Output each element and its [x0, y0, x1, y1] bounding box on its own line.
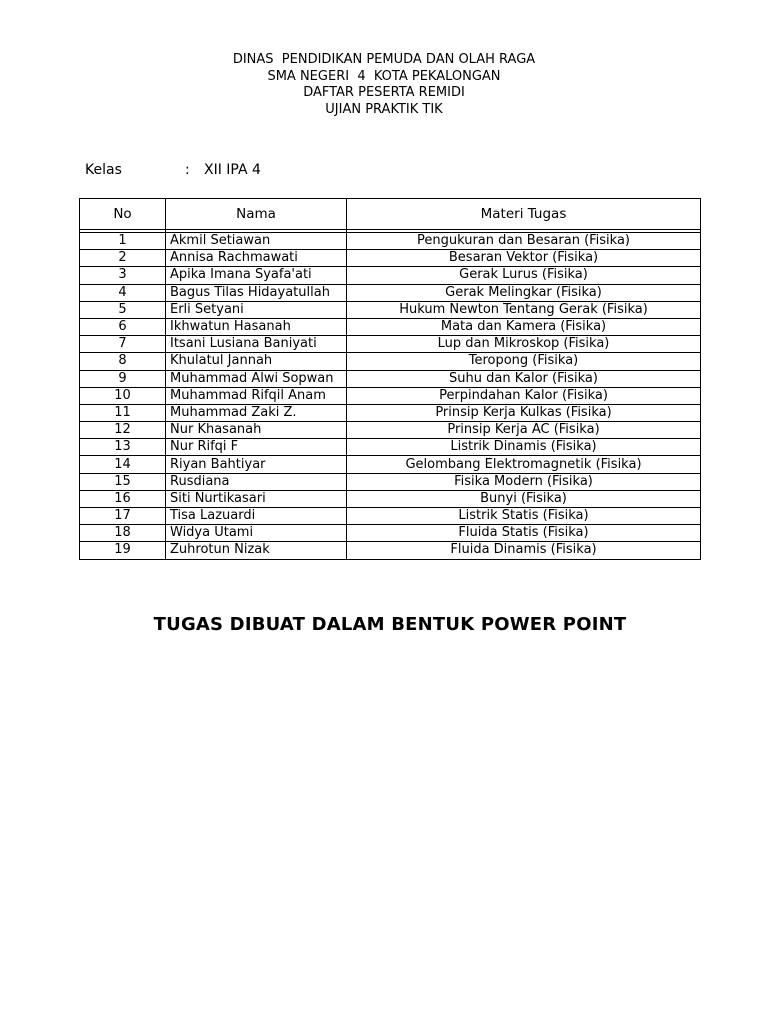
table-row	[80, 318, 701, 335]
cell-nama: Zuhrotun Nizak	[166, 542, 347, 559]
cell-materi: Fluida Dinamis (Fisika)	[347, 542, 701, 559]
document-header	[0, 52, 768, 118]
table-header-row	[80, 199, 701, 230]
cell-nama: Akmil Setiawan	[166, 233, 347, 250]
cell-materi: Listrik Dinamis (Fisika)	[347, 439, 701, 456]
assignment-note: TUGAS DIBUAT DALAM BENTUK POWER POINT	[153, 614, 627, 635]
table-body	[80, 230, 701, 560]
table-row	[80, 353, 701, 370]
table-row	[80, 301, 701, 318]
table-row	[80, 508, 701, 525]
cell-no: 2	[80, 250, 166, 267]
cell-nama: Tisa Lazuardi	[166, 508, 347, 525]
cell-nama: Nur Rifqi F	[166, 439, 347, 456]
cell-materi: Lup dan Mikroskop (Fisika)	[347, 336, 701, 353]
cell-no: 9	[80, 370, 166, 387]
cell-no: 15	[80, 473, 166, 490]
cell-materi: Perpindahan Kalor (Fisika)	[347, 387, 701, 404]
column-header-no: No	[80, 199, 166, 230]
cell-nama: Khulatul Jannah	[166, 353, 347, 370]
table-row	[80, 250, 701, 267]
cell-materi: Bunyi (Fisika)	[347, 490, 701, 507]
cell-materi: Mata dan Kamera (Fisika)	[347, 318, 701, 335]
cell-nama: Muhammad Rifqil Anam	[166, 387, 347, 404]
column-header-nama: Nama	[166, 199, 347, 230]
cell-nama: Itsani Lusiana Baniyati	[166, 336, 347, 353]
cell-nama: Muhammad Zaki Z.	[166, 404, 347, 421]
table-row	[80, 387, 701, 404]
class-value: XII IPA 4	[204, 162, 261, 178]
cell-no: 4	[80, 284, 166, 301]
cell-materi: Prinsip Kerja AC (Fisika)	[347, 422, 701, 439]
cell-materi: Besaran Vektor (Fisika)	[347, 250, 701, 267]
table-row	[80, 233, 701, 250]
cell-no: 7	[80, 336, 166, 353]
cell-nama: Muhammad Alwi Sopwan	[166, 370, 347, 387]
class-info	[85, 161, 261, 179]
header-list-title: DAFTAR PESERTA REMIDI	[303, 85, 465, 100]
cell-nama: Rusdiana	[166, 473, 347, 490]
cell-nama: Riyan Bahtiyar	[166, 456, 347, 473]
table-row	[80, 336, 701, 353]
class-colon: :	[185, 162, 190, 178]
table-row	[80, 370, 701, 387]
cell-no: 19	[80, 542, 166, 559]
cell-materi: Suhu dan Kalor (Fisika)	[347, 370, 701, 387]
cell-no: 5	[80, 301, 166, 318]
cell-materi: Fluida Statis (Fisika)	[347, 525, 701, 542]
header-agency: DINAS PENDIDIKAN PEMUDA DAN OLAH RAGA	[232, 52, 536, 67]
cell-no: 8	[80, 353, 166, 370]
table-row	[80, 439, 701, 456]
cell-no: 3	[80, 267, 166, 284]
table-row	[80, 422, 701, 439]
cell-materi: Fisika Modern (Fisika)	[347, 473, 701, 490]
cell-no: 18	[80, 525, 166, 542]
cell-materi: Gerak Melingkar (Fisika)	[347, 284, 701, 301]
class-label: Kelas	[85, 162, 122, 178]
cell-no: 11	[80, 404, 166, 421]
header-exam-title: UJIAN PRAKTIK TIK	[325, 101, 443, 117]
table-row	[80, 525, 701, 542]
cell-no: 17	[80, 508, 166, 525]
table-header	[80, 199, 701, 230]
cell-nama: Nur Khasanah	[166, 422, 347, 439]
cell-materi: Teropong (Fisika)	[347, 353, 701, 370]
cell-no: 12	[80, 422, 166, 439]
header-school: SMA NEGERI 4 KOTA PEKALONGAN	[267, 68, 501, 84]
cell-no: 16	[80, 490, 166, 507]
table-row	[80, 404, 701, 421]
cell-nama: Bagus Tilas Hidayatullah	[166, 284, 347, 301]
cell-nama: Apika Imana Syafa'ati	[166, 267, 347, 284]
table-row	[80, 456, 701, 473]
cell-no: 6	[80, 318, 166, 335]
cell-materi: Listrik Statis (Fisika)	[347, 508, 701, 525]
table-row	[80, 267, 701, 284]
cell-materi: Hukum Newton Tentang Gerak (Fisika)	[347, 301, 701, 318]
cell-no: 14	[80, 456, 166, 473]
participant-table	[79, 198, 701, 560]
cell-no: 10	[80, 387, 166, 404]
cell-materi: Prinsip Kerja Kulkas (Fisika)	[347, 404, 701, 421]
cell-nama: Erli Setyani	[166, 301, 347, 318]
cell-nama: Widya Utami	[166, 525, 347, 542]
cell-no: 1	[80, 233, 166, 250]
cell-nama: Ikhwatun Hasanah	[166, 318, 347, 335]
cell-materi: Pengukuran dan Besaran (Fisika)	[347, 233, 701, 250]
cell-materi: Gelombang Elektromagnetik (Fisika)	[347, 456, 701, 473]
cell-no: 13	[80, 439, 166, 456]
column-header-materi: Materi Tugas	[347, 199, 701, 230]
cell-nama: Annisa Rachmawati	[166, 250, 347, 267]
table-row	[80, 473, 701, 490]
table-row	[80, 490, 701, 507]
table-row	[80, 542, 701, 559]
cell-nama: Siti Nurtikasari	[166, 490, 347, 507]
table-row	[80, 284, 701, 301]
cell-materi: Gerak Lurus (Fisika)	[347, 267, 701, 284]
